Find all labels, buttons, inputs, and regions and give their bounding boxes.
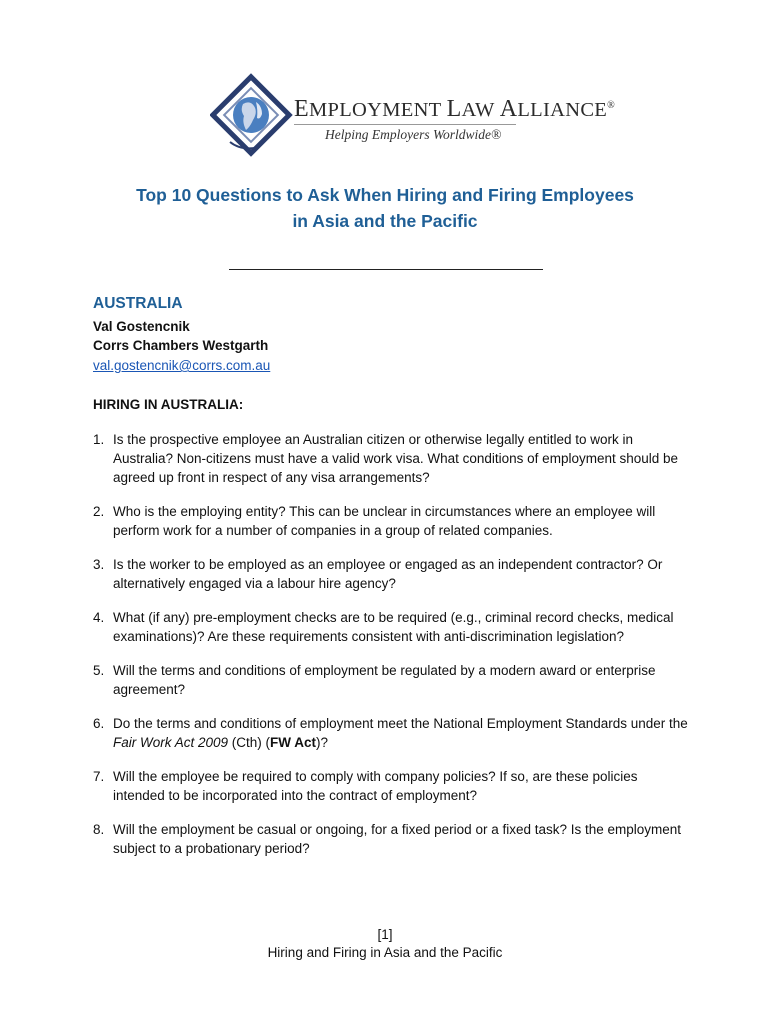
list-item: 5. Will the terms and conditions of employment be regulated by a modern award or enterprise agreement? <box>93 663 656 697</box>
questions-list <box>93 430 693 873</box>
list-item: 7. Will the employee be required to comply with company policies? If so, are these policies intended to be incorporated into the contract of employment? <box>93 769 638 803</box>
country-heading: AUSTRALIA <box>93 295 183 312</box>
list-item: 4. What (if any) pre-employment checks are to be required (e.g., criminal record checks, medical examinations)? Are these requirements consistent with anti-discrimination legislation? <box>93 610 674 644</box>
list-item: 1. Is the prospective employee an Australian citizen or otherwise legally entitled to work in Australia? Non-citizens must have a valid work visa. What conditions of employment should be agreed up front in respect of any visa arrangements? <box>93 432 679 485</box>
logo-tagline: Helping Employers Worldwide® <box>325 127 502 142</box>
author-email-link[interactable]: val.gostencnik@corrs.com.au <box>93 358 271 373</box>
page-number: [1] <box>377 927 393 942</box>
list-item: 8. Will the employment be casual or ongoing, for a fixed period or a fixed task? Is the employment subject to a probationary period? <box>93 822 682 856</box>
organization-name: EMPLOYMENT LAW ALLIANCE® <box>294 96 616 122</box>
law-firm: Corrs Chambers Westgarth <box>93 338 269 353</box>
title-separator <box>229 269 543 270</box>
globe-emblem-icon <box>210 72 296 158</box>
document-title-line-1: Top 10 Questions to Ask When Hiring and Firing Employees <box>136 185 634 205</box>
document-title-line-2: in Asia and the Pacific <box>292 211 478 231</box>
logo-rule <box>294 124 516 125</box>
employment-law-alliance-logo <box>210 72 616 164</box>
list-item: 2. Who is the employing entity? This can be unclear in circumstances where an employee will perform work for a number of companies in a group of related companies. <box>93 504 656 538</box>
author-name: Val Gostencnik <box>93 319 190 334</box>
list-item: 3. Is the worker to be employed as an employee or engaged as an independent contractor? Or alternatively engaged via a labour hire agency? <box>93 557 663 591</box>
hiring-heading: HIRING IN AUSTRALIA: <box>93 397 244 412</box>
list-item: 6. Do the terms and conditions of employment meet the National Employment Standards under the Fair Work Act 2009 (Cth) (FW Act)? <box>93 716 688 750</box>
running-footer-title: Hiring and Firing in Asia and the Pacific <box>267 945 503 960</box>
